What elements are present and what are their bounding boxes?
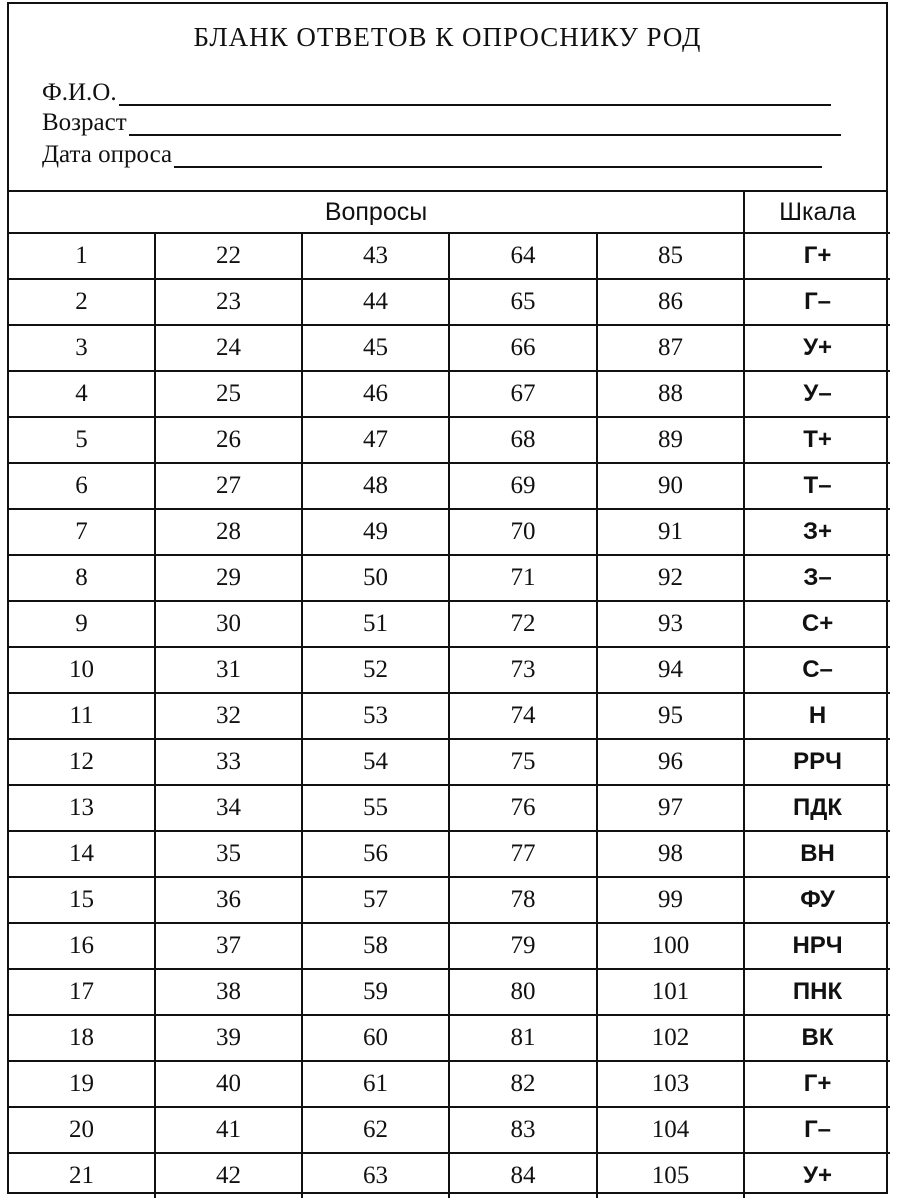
question-number-cell[interactable]: 96	[597, 739, 744, 785]
scale-cell: Н	[744, 693, 890, 739]
scale-cell: С–	[744, 647, 890, 693]
question-number-cell[interactable]: 52	[302, 647, 449, 693]
question-number-cell[interactable]: 49	[302, 509, 449, 555]
scale-cell: ФУ	[744, 877, 890, 923]
question-number-cell[interactable]: 79	[449, 923, 597, 969]
question-number-cell[interactable]: 31	[155, 647, 302, 693]
question-number-cell[interactable]: 100	[597, 923, 744, 969]
scale-cell: ВН	[744, 831, 890, 877]
scale-cell: Г–	[744, 1107, 890, 1153]
question-number-cell[interactable]: 65	[449, 279, 597, 325]
question-number-cell[interactable]: 105	[597, 1153, 744, 1198]
question-number-cell[interactable]: 88	[597, 371, 744, 417]
form-title: БЛАНК ОТВЕТОВ К ОПРОСНИКУ РОД	[193, 22, 702, 52]
question-number-cell[interactable]: 40	[155, 1061, 302, 1107]
scale-cell: Г+	[744, 1061, 890, 1107]
question-number-cell[interactable]: 15	[9, 877, 155, 923]
question-number-cell[interactable]: 69	[449, 463, 597, 509]
table-row	[9, 693, 890, 739]
scale-cell: З–	[744, 555, 890, 601]
question-number-cell[interactable]: 6	[9, 463, 155, 509]
table-row	[9, 969, 890, 1015]
question-number-cell[interactable]: 72	[449, 601, 597, 647]
question-number-cell[interactable]: 71	[449, 555, 597, 601]
scale-cell: НРЧ	[744, 923, 890, 969]
question-number-cell[interactable]: 87	[597, 325, 744, 371]
question-number-cell[interactable]: 63	[302, 1153, 449, 1198]
name-input-line[interactable]	[119, 86, 831, 106]
question-number-cell[interactable]: 104	[597, 1107, 744, 1153]
table-row	[9, 509, 890, 555]
answer-table	[9, 192, 890, 1198]
scale-cell: З+	[744, 509, 890, 555]
question-number-cell[interactable]: 55	[302, 785, 449, 831]
table-row	[9, 279, 890, 325]
age-field	[42, 110, 841, 136]
question-number-cell[interactable]: 14	[9, 831, 155, 877]
question-number-cell[interactable]: 41	[155, 1107, 302, 1153]
table-row	[9, 463, 890, 509]
question-number-cell[interactable]: 25	[155, 371, 302, 417]
table-row	[9, 417, 890, 463]
scale-cell: ПНК	[744, 969, 890, 1015]
question-number-cell[interactable]: 38	[155, 969, 302, 1015]
question-number-cell[interactable]: 93	[597, 601, 744, 647]
table-row	[9, 325, 890, 371]
question-number-cell[interactable]: 42	[155, 1153, 302, 1198]
question-number-cell[interactable]: 84	[449, 1153, 597, 1198]
question-number-cell[interactable]: 68	[449, 417, 597, 463]
question-number-cell[interactable]: 94	[597, 647, 744, 693]
question-number-cell[interactable]: 4	[9, 371, 155, 417]
question-number-cell[interactable]: 92	[597, 555, 744, 601]
question-number-cell[interactable]: 13	[9, 785, 155, 831]
table-row	[9, 233, 890, 279]
scale-cell: ПДК	[744, 785, 890, 831]
question-number-cell[interactable]: 3	[9, 325, 155, 371]
question-number-cell[interactable]: 9	[9, 601, 155, 647]
scale-cell: Т+	[744, 417, 890, 463]
question-number-cell[interactable]: 53	[302, 693, 449, 739]
question-number-cell[interactable]: 64	[449, 233, 597, 279]
form-header	[9, 4, 886, 192]
question-number-cell[interactable]: 16	[9, 923, 155, 969]
question-number-cell[interactable]: 10	[9, 647, 155, 693]
question-number-cell[interactable]: 46	[302, 371, 449, 417]
question-number-cell[interactable]: 67	[449, 371, 597, 417]
table-row	[9, 371, 890, 417]
question-number-cell[interactable]: 34	[155, 785, 302, 831]
question-number-cell[interactable]: 78	[449, 877, 597, 923]
question-number-cell[interactable]: 70	[449, 509, 597, 555]
question-number-cell[interactable]: 32	[155, 693, 302, 739]
question-number-cell[interactable]: 66	[449, 325, 597, 371]
question-number-cell[interactable]: 26	[155, 417, 302, 463]
question-number-cell[interactable]: 54	[302, 739, 449, 785]
question-number-cell[interactable]: 21	[9, 1153, 155, 1198]
table-row	[9, 601, 890, 647]
question-number-cell[interactable]: 82	[449, 1061, 597, 1107]
question-number-cell[interactable]: 80	[449, 969, 597, 1015]
question-number-cell[interactable]: 62	[302, 1107, 449, 1153]
answer-form	[7, 2, 888, 1194]
question-number-cell[interactable]: 74	[449, 693, 597, 739]
question-number-cell[interactable]: 35	[155, 831, 302, 877]
question-number-cell[interactable]: 17	[9, 969, 155, 1015]
question-number-cell[interactable]: 99	[597, 877, 744, 923]
question-number-cell[interactable]: 33	[155, 739, 302, 785]
table-header-row	[9, 192, 890, 233]
question-number-cell[interactable]: 18	[9, 1015, 155, 1061]
table-row	[9, 831, 890, 877]
question-number-cell[interactable]: 77	[449, 831, 597, 877]
table-row	[9, 647, 890, 693]
question-number-cell[interactable]: 61	[302, 1061, 449, 1107]
question-number-cell[interactable]: 97	[597, 785, 744, 831]
scale-cell: У+	[744, 325, 890, 371]
scale-cell: У–	[744, 371, 890, 417]
table-row	[9, 739, 890, 785]
table-row	[9, 1061, 890, 1107]
question-number-cell[interactable]: 57	[302, 877, 449, 923]
age-label: Возраст	[42, 109, 127, 136]
question-number-cell[interactable]: 90	[597, 463, 744, 509]
table-row	[9, 1107, 890, 1153]
date-input-line[interactable]	[174, 148, 822, 168]
scale-cell: С+	[744, 601, 890, 647]
question-number-cell[interactable]: 30	[155, 601, 302, 647]
question-number-cell[interactable]: 83	[449, 1107, 597, 1153]
scale-cell: РРЧ	[744, 739, 890, 785]
question-number-cell[interactable]: 56	[302, 831, 449, 877]
name-field	[42, 80, 831, 106]
question-number-cell[interactable]: 89	[597, 417, 744, 463]
question-number-cell[interactable]: 20	[9, 1107, 155, 1153]
question-number-cell[interactable]: 12	[9, 739, 155, 785]
table-row	[9, 555, 890, 601]
question-number-cell[interactable]: 58	[302, 923, 449, 969]
scale-cell: У+	[744, 1153, 890, 1198]
question-number-cell[interactable]: 22	[155, 233, 302, 279]
scale-cell: Т–	[744, 463, 890, 509]
question-number-cell[interactable]: 7	[9, 509, 155, 555]
question-number-cell[interactable]: 27	[155, 463, 302, 509]
question-number-cell[interactable]: 75	[449, 739, 597, 785]
date-field	[42, 142, 822, 168]
table-row	[9, 1153, 890, 1198]
table-row	[9, 877, 890, 923]
question-number-cell[interactable]: 76	[449, 785, 597, 831]
question-number-cell[interactable]: 59	[302, 969, 449, 1015]
question-number-cell[interactable]: 95	[597, 693, 744, 739]
question-number-cell[interactable]: 39	[155, 1015, 302, 1061]
question-number-cell[interactable]: 44	[302, 279, 449, 325]
scale-header: Шкала	[744, 192, 890, 233]
question-number-cell[interactable]: 2	[9, 279, 155, 325]
question-number-cell[interactable]: 102	[597, 1015, 744, 1061]
question-number-cell[interactable]: 101	[597, 969, 744, 1015]
question-number-cell[interactable]: 81	[449, 1015, 597, 1061]
question-number-cell[interactable]: 28	[155, 509, 302, 555]
question-number-cell[interactable]: 11	[9, 693, 155, 739]
question-number-cell[interactable]: 45	[302, 325, 449, 371]
question-number-cell[interactable]: 48	[302, 463, 449, 509]
question-number-cell[interactable]: 50	[302, 555, 449, 601]
questions-header: Вопросы	[9, 192, 744, 233]
question-number-cell[interactable]: 91	[597, 509, 744, 555]
question-number-cell[interactable]: 85	[597, 233, 744, 279]
table-row	[9, 1015, 890, 1061]
question-number-cell[interactable]: 19	[9, 1061, 155, 1107]
question-number-cell[interactable]: 29	[155, 555, 302, 601]
question-number-cell[interactable]: 98	[597, 831, 744, 877]
question-number-cell[interactable]: 73	[449, 647, 597, 693]
question-number-cell[interactable]: 23	[155, 279, 302, 325]
question-number-cell[interactable]: 24	[155, 325, 302, 371]
table-row	[9, 923, 890, 969]
question-number-cell[interactable]: 47	[302, 417, 449, 463]
question-number-cell[interactable]: 5	[9, 417, 155, 463]
scale-cell: ВК	[744, 1015, 890, 1061]
name-label: Ф.И.О.	[42, 79, 117, 106]
question-number-cell[interactable]: 36	[155, 877, 302, 923]
question-number-cell[interactable]: 43	[302, 233, 449, 279]
question-number-cell[interactable]: 103	[597, 1061, 744, 1107]
scale-cell: Г–	[744, 279, 890, 325]
question-number-cell[interactable]: 86	[597, 279, 744, 325]
question-number-cell[interactable]: 51	[302, 601, 449, 647]
question-number-cell[interactable]: 8	[9, 555, 155, 601]
table-row	[9, 785, 890, 831]
question-number-cell[interactable]: 60	[302, 1015, 449, 1061]
scale-cell: Г+	[744, 233, 890, 279]
question-number-cell[interactable]: 1	[9, 233, 155, 279]
date-label: Дата опроса	[42, 141, 173, 168]
age-input-line[interactable]	[129, 116, 841, 136]
table-body	[9, 233, 890, 1198]
question-number-cell[interactable]: 37	[155, 923, 302, 969]
